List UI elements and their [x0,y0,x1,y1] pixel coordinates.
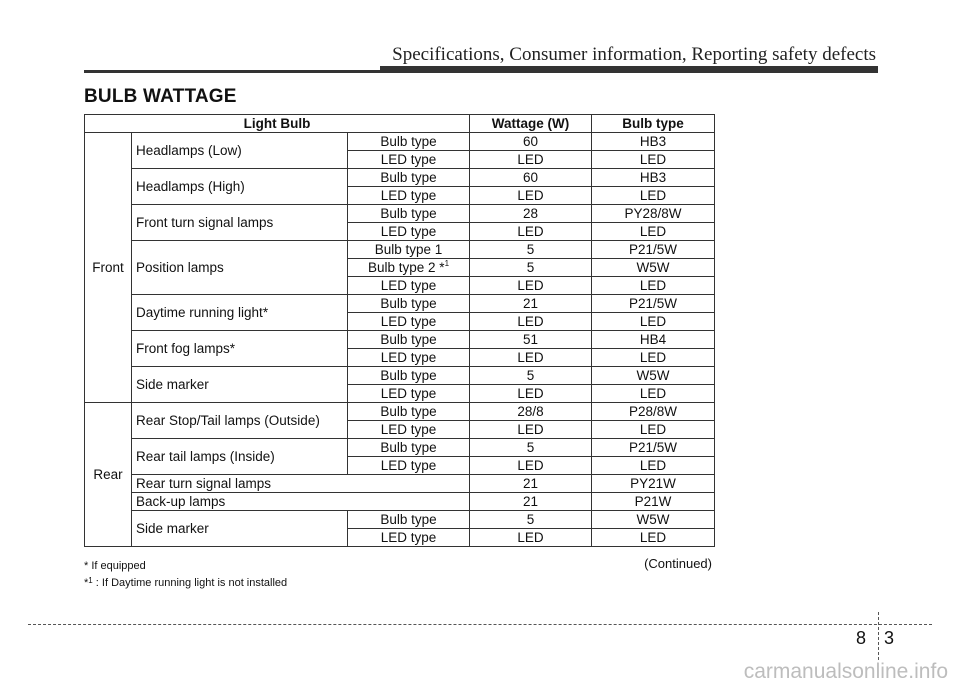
wattage-value: LED [470,223,592,241]
wattage-value: 5 [470,241,592,259]
lamp-variant: LED type [348,277,470,295]
bulb-type-value: LED [592,385,715,403]
bulb-type-value: P21/5W [592,241,715,259]
bulb-type-value: LED [592,313,715,331]
table-row [85,367,715,385]
wattage-value: LED [470,349,592,367]
lamp-name: Daytime running light* [132,295,348,331]
lamp-variant: LED type [348,151,470,169]
wattage-value: 60 [470,169,592,187]
chapter-number: 8 [856,628,867,648]
lamp-variant: LED type [348,223,470,241]
lamp-name: Side marker [132,511,348,547]
bulb-type-value: HB4 [592,331,715,349]
wattage-value: 21 [470,475,592,493]
lamp-variant: Bulb type [348,331,470,349]
bulb-type-value: LED [592,277,715,295]
table-row [85,133,715,151]
bulb-type-value: HB3 [592,169,715,187]
footnote-marker: 1 [88,576,93,585]
bulb-type-value: LED [592,151,715,169]
bulb-type-value: HB3 [592,133,715,151]
lamp-variant [348,259,470,277]
lamp-name: Back-up lamps [132,493,470,511]
lamp-variant: Bulb type [348,295,470,313]
bulb-type-value: LED [592,187,715,205]
group-front: Front [85,133,132,403]
lamp-variant-text: Bulb type 2 * [368,259,445,275]
bulb-type-value: LED [592,529,715,547]
table-row [85,403,715,421]
group-rear: Rear [85,403,132,547]
table-row [85,493,715,511]
footnote-text: : If Daytime running light is not installed [92,577,288,589]
lamp-name: Front fog lamps* [132,331,348,367]
wattage-value: 28/8 [470,403,592,421]
bulb-type-value: P21W [592,493,715,511]
lamp-name: Rear turn signal lamps [132,475,470,493]
lamp-variant: LED type [348,187,470,205]
bulb-type-value: LED [592,223,715,241]
note-footnote [84,577,287,589]
section-title: BULB WATTAGE [84,86,237,107]
header-light-bulb: Light Bulb [85,115,470,133]
wattage-value: 60 [470,133,592,151]
lamp-variant: LED type [348,529,470,547]
lamp-variant: Bulb type [348,169,470,187]
wattage-value: LED [470,151,592,169]
wattage-value: 5 [470,511,592,529]
table-row [85,205,715,223]
wattage-value: LED [470,313,592,331]
bulb-type-value: P28/8W [592,403,715,421]
wattage-value: 28 [470,205,592,223]
header-title: Specifications, Consumer information, Reporting safety defects [392,44,876,65]
lamp-variant: Bulb type [348,511,470,529]
continued-label: (Continued) [644,556,712,571]
header-bulb-type: Bulb type [592,115,715,133]
table-row [85,241,715,259]
lamp-name: Front turn signal lamps [132,205,348,241]
table-row [85,439,715,457]
table-header-row [85,115,715,133]
bulb-type-value: W5W [592,367,715,385]
bulb-type-value: W5W [592,259,715,277]
wattage-value: LED [470,457,592,475]
wattage-value: 51 [470,331,592,349]
lamp-variant: Bulb type [348,367,470,385]
footer-divider [28,624,932,625]
lamp-variant: LED type [348,385,470,403]
bulb-type-value: LED [592,421,715,439]
bulb-type-value: LED [592,457,715,475]
footnote-prefix: * [84,577,89,589]
lamp-variant: LED type [348,457,470,475]
lamp-variant: LED type [348,313,470,331]
lamp-variant: Bulb type [348,403,470,421]
bulb-wattage-table [84,114,715,547]
wattage-value: LED [470,277,592,295]
lamp-variant: Bulb type [348,133,470,151]
bulb-type-value: LED [592,349,715,367]
wattage-value: LED [470,385,592,403]
lamp-variant: Bulb type [348,205,470,223]
bulb-type-value: PY28/8W [592,205,715,223]
wattage-value: 21 [470,295,592,313]
header-rule [84,70,878,73]
bulb-type-value: P21/5W [592,439,715,457]
lamp-variant: Bulb type 1 [348,241,470,259]
lamp-name: Side marker [132,367,348,403]
lamp-name: Headlamps (High) [132,169,348,205]
table-row [85,511,715,529]
table-row [85,169,715,187]
wattage-value: LED [470,529,592,547]
table-row [85,331,715,349]
header-wattage: Wattage (W) [470,115,592,133]
page-number: 3 [884,628,895,648]
lamp-variant: LED type [348,349,470,367]
lamp-name: Headlamps (Low) [132,133,348,169]
note-if-equipped: * If equipped [84,560,146,572]
table-row [85,475,715,493]
bulb-type-value: PY21W [592,475,715,493]
wattage-value: LED [470,421,592,439]
wattage-value: 5 [470,439,592,457]
watermark: carmanualsonline.info [743,660,948,683]
lamp-name: Rear Stop/Tail lamps (Outside) [132,403,348,439]
table-row [85,295,715,313]
wattage-value: 5 [470,259,592,277]
wattage-value: 5 [470,367,592,385]
wattage-value: 21 [470,493,592,511]
lamp-variant: LED type [348,421,470,439]
bulb-type-value: W5W [592,511,715,529]
lamp-variant: Bulb type [348,439,470,457]
bulb-type-value: P21/5W [592,295,715,313]
wattage-value: LED [470,187,592,205]
footnote-marker: 1 [444,258,450,268]
lamp-name: Position lamps [132,241,348,295]
footer-page-divider [878,612,879,660]
lamp-name: Rear tail lamps (Inside) [132,439,348,475]
